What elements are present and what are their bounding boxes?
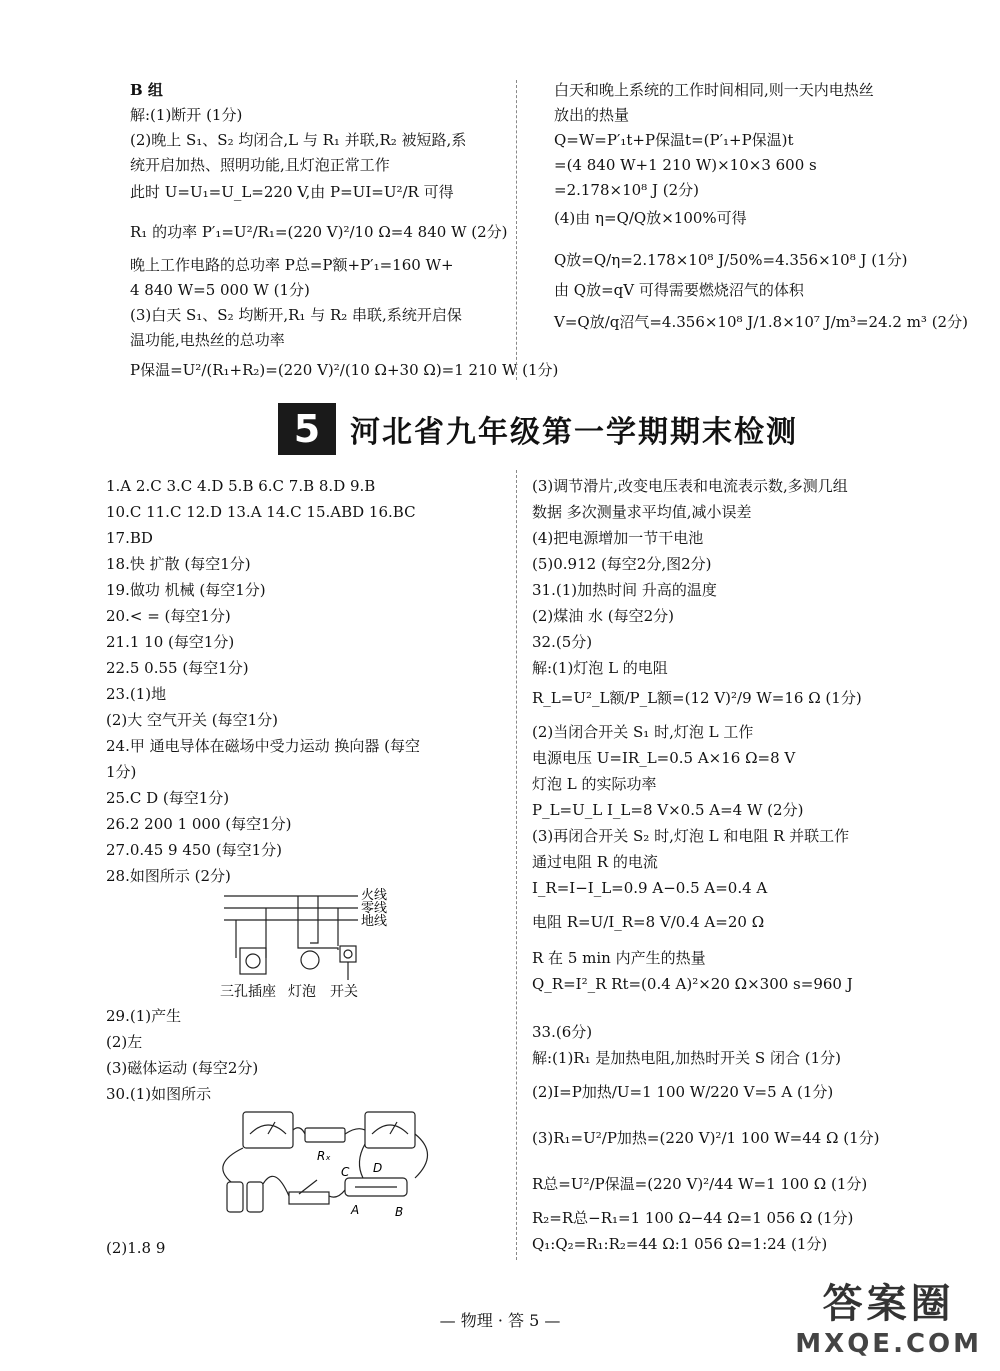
solution-line: 4 840 W=5 000 W (1分) — [130, 281, 310, 299]
group-heading: B 组 — [130, 81, 163, 99]
answer-line: 23.(1)地 — [106, 685, 167, 703]
solution-line: 解:(1)断开 (1分) — [130, 106, 243, 124]
answer-line: (2)大 空气开关 (每空1分) — [106, 711, 279, 729]
label-a: A — [351, 1203, 360, 1217]
solution-line: 白天和晚上系统的工作时间相同,则一天内电热丝 — [554, 81, 874, 99]
answer-line: (2)I=P加热/U=1 100 W/220 V=5 A (1分) — [532, 1083, 834, 1101]
answer-line: 30.(1)如图所示 — [106, 1085, 212, 1103]
section-title: 河北省九年级第一学期期末检测 — [350, 415, 798, 450]
label-rx: Rₓ — [317, 1149, 331, 1163]
answer-line: 31.(1)加热时间 升高的温度 — [532, 581, 717, 599]
solution-line: 此时 U=U₁=U_L=220 V,由 P=UI=U²/R 可得 — [130, 183, 454, 201]
answer-line: R₂=R总−R₁=1 100 Ω−44 Ω=1 056 Ω (1分) — [532, 1209, 854, 1227]
solution-line: Q放=Q/η=2.178×10⁸ J/50%=4.356×10⁸ J (1分) — [554, 251, 908, 269]
corner-logo-url: MXQE.COM — [795, 1329, 982, 1359]
column-divider — [516, 80, 517, 380]
answer-line: (4)把电源增加一节干电池 — [532, 529, 704, 547]
solution-line: R₁ 的功率 P′₁=U²/R₁=(220 V)²/10 Ω=4 840 W (2分) — [130, 223, 508, 241]
solution-line: Q=W=P′₁t+P保温t=(P′₁+P保温)t — [554, 131, 794, 149]
corner-logo — [795, 1272, 982, 1359]
solution-line: 晚上工作电路的总功率 P总=P额+P′₁=160 W+ — [130, 256, 454, 274]
label-c: C — [341, 1165, 350, 1179]
answer-line: Q₁:Q₂=R₁:R₂=44 Ω:1 056 Ω=1:24 (1分) — [532, 1235, 828, 1253]
solution-line: =(4 840 W+1 210 W)×10×3 600 s — [554, 156, 817, 174]
label-b: B — [395, 1205, 404, 1219]
answer-line: (2)左 — [106, 1033, 143, 1051]
answer-line: (3)R₁=U²/P加热=(220 V)²/1 100 W=44 Ω (1分) — [532, 1129, 880, 1147]
answer-line: 33.(6分) — [532, 1023, 593, 1041]
answer-line: 数据 多次测量求平均值,减小误差 — [532, 503, 752, 521]
caption-switch: 开关 — [330, 984, 358, 1000]
answer-line: 1.A 2.C 3.C 4.D 5.B 6.C 7.B 8.D 9.B — [106, 477, 376, 495]
answer-line: 电阻 R=U/I_R=8 V/0.4 A=20 Ω — [532, 913, 765, 931]
solution-line: (3)白天 S₁、S₂ 均断开,R₁ 与 R₂ 串联,系统开启保 — [130, 306, 462, 324]
answer-line: 解:(1)灯泡 L 的电阻 — [532, 659, 668, 677]
answer-line: R 在 5 min 内产生的热量 — [532, 949, 706, 967]
column-divider — [516, 470, 517, 1260]
circuit-diagram — [205, 1104, 445, 1224]
section-header — [278, 403, 798, 455]
solution-line: P保温=U²/(R₁+R₂)=(220 V)²/(10 Ω+30 Ω)=1 210 W (1分) — [130, 361, 559, 379]
answer-line: I_R=I−I_L=0.9 A−0.5 A=0.4 A — [532, 879, 768, 897]
answer-line: R总=U²/P保温=(220 V)²/44 W=1 100 Ω (1分) — [532, 1175, 868, 1193]
corner-logo-text: 答案圈 — [822, 1281, 955, 1327]
solution-line: 由 Q放=qV 可得需要燃烧沼气的体积 — [554, 281, 804, 299]
answer-line: 17.BD — [106, 529, 153, 547]
answer-line: (5)0.912 (每空2分,图2分) — [532, 555, 712, 573]
label-earth-wire: 地线 — [361, 914, 388, 929]
answer-line: 解:(1)R₁ 是加热电阻,加热时开关 S 闭合 (1分) — [532, 1049, 841, 1067]
answer-line: 通过电阻 R 的电流 — [532, 853, 658, 871]
caption-socket: 三孔插座 — [220, 984, 276, 1000]
answer-line: 29.(1)产生 — [106, 1007, 182, 1025]
answer-line: 27.0.45 9 450 (每空1分) — [106, 841, 282, 859]
answer-line: 22.5 0.55 (每空1分) — [106, 659, 249, 677]
solution-line: (4)由 η=Q/Q放×100%可得 — [554, 209, 747, 227]
answer-line: (3)再闭合开关 S₂ 时,灯泡 L 和电阻 R 并联工作 — [532, 827, 850, 845]
answer-line: 25.C D (每空1分) — [106, 789, 230, 807]
section-number: 5 — [278, 403, 336, 455]
answer-line: (3)磁体运动 (每空2分) — [106, 1059, 259, 1077]
wiring-diagram — [218, 888, 408, 1003]
label-live-wire: 火线 — [361, 888, 388, 903]
solution-line: 温功能,电热丝的总功率 — [130, 331, 285, 349]
solution-line: (2)晚上 S₁、S₂ 均闭合,L 与 R₁ 并联,R₂ 被短路,系 — [130, 131, 467, 149]
answer-line: 20.< = (每空1分) — [106, 607, 231, 625]
answer-line: P_L=U_L I_L=8 V×0.5 A=4 W (2分) — [532, 801, 804, 819]
page-footer: — 物理 · 答 5 — — [439, 1311, 561, 1330]
answer-line: (2)煤油 水 (每空2分) — [532, 607, 675, 625]
answer-line: R_L=U²_L额/P_L额=(12 V)²/9 W=16 Ω (1分) — [532, 689, 862, 707]
answer-line: (2)当闭合开关 S₁ 时,灯泡 L 工作 — [532, 723, 754, 741]
answer-line: 26.2 200 1 000 (每空1分) — [106, 815, 292, 833]
label-d: D — [373, 1161, 383, 1175]
solution-line: =2.178×10⁸ J (2分) — [554, 181, 699, 199]
solution-line: 放出的热量 — [554, 106, 630, 124]
solution-line: 统开启加热、照明功能,且灯泡正常工作 — [130, 156, 390, 174]
answer-line: 1分) — [106, 763, 137, 781]
answer-line: 32.(5分) — [532, 633, 593, 651]
label-neutral-wire: 零线 — [361, 901, 388, 916]
caption-bulb: 灯泡 — [288, 984, 316, 1000]
answer-line: (3)调节滑片,改变电压表和电流表示数,多测几组 — [532, 477, 848, 495]
answer-line: (2)1.8 9 — [106, 1239, 166, 1257]
solution-line: V=Q放/q沼气=4.356×10⁸ J/1.8×10⁷ J/m³=24.2 m³ (2分) — [554, 313, 968, 331]
answer-line: 18.快 扩散 (每空1分) — [106, 555, 251, 573]
answer-line: 电源电压 U=IR_L=0.5 A×16 Ω=8 V — [532, 749, 796, 767]
answer-line: 灯泡 L 的实际功率 — [532, 775, 657, 793]
answer-line: Q_R=I²_R Rt=(0.4 A)²×20 Ω×300 s=960 J — [532, 975, 853, 993]
answer-line: 10.C 11.C 12.D 13.A 14.C 15.ABD 16.BC — [106, 503, 416, 521]
answer-line: 21.1 10 (每空1分) — [106, 633, 235, 651]
answer-line: 24.甲 通电导体在磁场中受力运动 换向器 (每空 — [106, 737, 421, 755]
answer-line: 19.做功 机械 (每空1分) — [106, 581, 266, 599]
answer-line: 28.如图所示 (2分) — [106, 867, 231, 885]
